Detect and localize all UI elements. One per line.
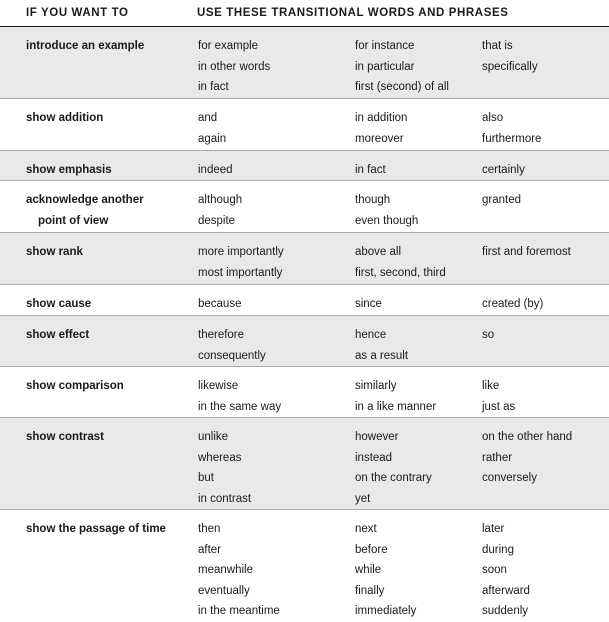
transition-phrase: rather (482, 451, 513, 464)
words-column-1 (198, 108, 226, 149)
words-column-2 (355, 427, 432, 509)
transition-phrase: since (355, 298, 382, 310)
words-column-2 (355, 325, 408, 366)
row-purpose-label (26, 294, 91, 315)
transition-phrase: created (by) (482, 298, 544, 310)
purpose-text: show contrast (26, 431, 104, 443)
words-column-3 (482, 190, 521, 211)
transition-phrase: because (198, 298, 242, 310)
header-words: USE THESE TRANSITIONAL WORDS AND PHRASES (197, 7, 509, 19)
transition-phrase: consequently (198, 349, 266, 362)
row-purpose-label (26, 376, 124, 397)
transition-phrase: before (355, 543, 388, 556)
row-purpose-label (26, 108, 103, 129)
row-purpose-label (26, 242, 83, 263)
transition-phrase: while (355, 564, 382, 576)
transition-phrase: as a result (355, 349, 409, 362)
words-column-3 (482, 376, 515, 417)
transition-phrase: soon (482, 564, 507, 576)
purpose-text: show comparison (26, 380, 124, 392)
words-column-2 (355, 36, 449, 98)
transition-phrase: in a like manner (355, 400, 437, 413)
transition-phrase: first (second) of all (355, 81, 449, 93)
transition-phrase: on the other hand (482, 431, 573, 443)
row-purpose-label (26, 160, 112, 181)
table-header (0, 0, 609, 27)
words-column-1 (198, 160, 233, 181)
transition-phrase: unlike (198, 431, 229, 443)
words-column-1 (198, 519, 280, 622)
transition-phrase: that is (482, 40, 513, 52)
transition-phrase: like (482, 380, 500, 392)
transition-phrase: in the meantime (198, 605, 280, 617)
transition-phrase: just as (482, 400, 516, 413)
transition-phrase: in the same way (198, 400, 282, 413)
transition-phrase: and (198, 112, 218, 124)
purpose-text: show effect (26, 329, 90, 341)
purpose-text: acknowledge another (26, 194, 144, 206)
transition-phrase: yet (355, 492, 371, 505)
table-row (0, 418, 609, 510)
words-column-1 (198, 427, 251, 509)
transition-phrase: furthermore (482, 132, 542, 145)
words-column-3 (482, 36, 538, 77)
transition-phrase: however (355, 431, 399, 443)
purpose-text: show rank (26, 246, 83, 258)
words-column-3 (482, 325, 494, 346)
transition-phrase: certainly (482, 164, 525, 176)
words-column-3 (482, 294, 543, 315)
transition-phrase: immediately (355, 605, 417, 617)
transition-phrase: specifically (482, 60, 538, 73)
words-column-2 (355, 190, 418, 231)
transition-phrase: first, second, third (355, 266, 446, 279)
words-column-1 (198, 36, 270, 98)
words-column-3 (482, 108, 541, 149)
transition-phrase: meanwhile (198, 564, 253, 576)
transition-phrase: even though (355, 214, 419, 227)
transition-phrase: above all (355, 246, 402, 258)
table-row (0, 285, 609, 316)
transition-phrase: suddenly (482, 605, 529, 617)
transition-phrase: similarly (355, 380, 397, 392)
purpose-text: show cause (26, 298, 92, 310)
transition-phrase: in fact (355, 164, 386, 176)
purpose-text: show emphasis (26, 164, 112, 176)
row-purpose-label (26, 190, 144, 231)
transition-phrase: in fact (198, 81, 229, 93)
words-column-1 (198, 190, 242, 231)
transition-phrase: in particular (355, 60, 415, 73)
table-row (0, 367, 609, 418)
purpose-text: point of view (38, 214, 109, 227)
purpose-text: show addition (26, 112, 104, 124)
words-column-2 (355, 242, 446, 283)
transition-phrase: granted (482, 194, 522, 206)
transition-phrase: though (355, 194, 391, 206)
words-column-3 (482, 427, 572, 489)
transition-phrase: likewise (198, 380, 239, 392)
transition-phrase: finally (355, 584, 385, 597)
transition-phrase: conversely (482, 472, 537, 484)
table-row (0, 151, 609, 181)
transition-phrase: in other words (198, 60, 271, 73)
row-purpose-label (26, 519, 166, 540)
transition-phrase: later (482, 523, 505, 535)
transition-phrase: also (482, 112, 504, 124)
purpose-text: show the passage of time (26, 523, 166, 535)
transition-phrase: more importantly (198, 246, 284, 258)
transition-phrase: for example (198, 40, 259, 52)
transition-phrase: in addition (355, 112, 408, 124)
transition-phrase: although (198, 194, 243, 206)
transition-phrase: after (198, 543, 222, 556)
table-row (0, 510, 609, 621)
words-column-2 (355, 294, 382, 315)
words-column-1 (198, 376, 281, 417)
transition-phrase: for instance (355, 40, 415, 52)
words-column-2 (355, 108, 407, 149)
table-row (0, 27, 609, 99)
words-column-1 (198, 325, 266, 366)
words-column-2 (355, 376, 436, 417)
words-column-3 (482, 519, 530, 622)
transition-phrase: in contrast (198, 492, 252, 505)
transition-phrase: instead (355, 451, 393, 464)
purpose-text: introduce an example (26, 40, 145, 52)
transition-phrase: then (198, 523, 221, 535)
row-purpose-label (26, 36, 144, 57)
words-column-1 (198, 242, 284, 283)
transition-phrase: afterward (482, 584, 530, 597)
row-purpose-label (26, 325, 89, 346)
transition-phrase: despite (198, 214, 236, 227)
table-row (0, 99, 609, 151)
transition-phrase: but (198, 472, 214, 484)
words-column-2 (355, 519, 416, 622)
words-column-2 (355, 160, 386, 181)
transition-phrase: whereas (198, 451, 242, 464)
transition-phrase: therefore (198, 329, 245, 341)
table-row (0, 233, 609, 285)
transition-phrase: most importantly (198, 266, 283, 279)
table-row (0, 181, 609, 233)
words-column-1 (198, 294, 241, 315)
words-column-3 (482, 242, 571, 263)
transition-phrase: indeed (198, 164, 233, 176)
words-column-3 (482, 160, 525, 181)
row-purpose-label (26, 427, 104, 448)
transition-phrase: hence (355, 329, 387, 341)
transition-phrase: so (482, 329, 495, 341)
transition-phrase: again (198, 132, 227, 145)
transition-phrase: moreover (355, 132, 404, 145)
transition-phrase: next (355, 523, 377, 535)
transition-phrase: during (482, 543, 514, 556)
header-purpose: IF YOU WANT TO (26, 7, 129, 19)
transition-phrase: first and foremost (482, 246, 571, 258)
transition-phrase: on the contrary (355, 472, 432, 484)
table-row (0, 316, 609, 367)
transition-phrase: eventually (198, 584, 250, 597)
